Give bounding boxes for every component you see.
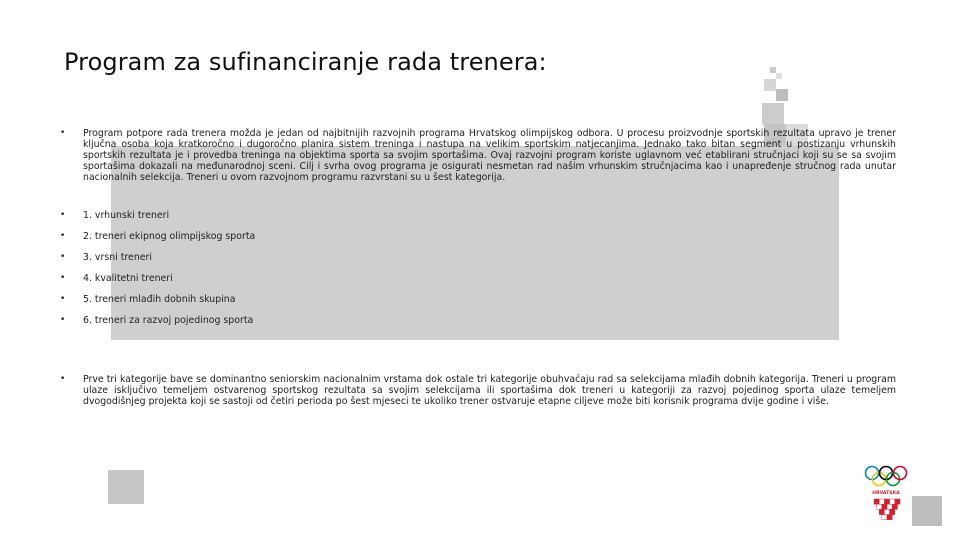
category-label: 2. treneri ekipnog olimpijskog sporta bbox=[83, 231, 256, 242]
intro-paragraph bbox=[60, 128, 896, 183]
checker-square bbox=[877, 504, 882, 509]
intro-text: Program potpore rada trenera možda je jedan od najbitnijih razvojnih programa Hrvatskog olimpijskog odbora. U procesu proizvodnje sportskih rezultata upravo je trener ključna osoba koja kratkoročno i dugoročno planira sistem treninga i nastupa na velikim sportskim natjecanjima. Jednako tako bitan segment u postizanju vrhunskih sportskih rezultata je i provedba treninga na objektima sporta sa svojim sportašima. Ovaj razvojni program koriste uglavnom već etablirani stručnjaci koji su se sa svojim sportašima dokazali na međunarodnoj sceni. Cilj i svrha ovog programa je osigurati nesmetan rad našim vrhunskim stručnjacima kao i unapređenje stručnog rada unutar nacionalnih selekcija. Treneri u ovom razvojnom programu razvrstani su u šest kategorija. bbox=[83, 128, 896, 183]
category-item bbox=[60, 315, 896, 326]
category-item bbox=[60, 231, 896, 242]
category-label: 4. kvalitetni treneri bbox=[83, 273, 173, 284]
slide-content bbox=[60, 128, 896, 407]
checker-square bbox=[892, 504, 897, 509]
decor-square-bottom-1 bbox=[108, 470, 144, 504]
category-item bbox=[60, 294, 896, 305]
checker-square bbox=[887, 515, 892, 520]
decor-square-small-1 bbox=[764, 79, 776, 91]
category-item bbox=[60, 273, 896, 284]
closing-paragraph bbox=[60, 374, 896, 407]
olympic-rings-icon bbox=[862, 463, 912, 529]
decor-square-medium-1 bbox=[762, 103, 784, 125]
checker-square bbox=[882, 504, 887, 509]
closing-text: Prve tri kategorije bave se dominantno seniorskim nacionalnim vrstama dok ostale tri kategorije obuhvaćaju rad sa selekcijama mlađih dobnih kategorija. Treneri u program ulaze isključivo temeljem ostvarenog sportskog rezultata sa svojim selekcijama ili sportašima dok treneri u kategoriji za razvoj pojedinog sporta ulaze temeljem dvogodišnjeg projekta koji se sastoji od četiri perioda po šest mjeseci te ukoliko trener ostvaruje etapne ciljeve može biti korisnik programa dvije godine i više. bbox=[83, 374, 896, 407]
checker-square bbox=[895, 499, 900, 504]
checker-square bbox=[874, 499, 879, 504]
bullet: • bbox=[60, 273, 66, 283]
checker-square bbox=[879, 509, 884, 514]
croatian-checkerboard-icon bbox=[874, 499, 900, 520]
checker-square bbox=[890, 499, 895, 504]
category-item bbox=[60, 210, 896, 221]
checker-square bbox=[887, 504, 892, 509]
bullet: • bbox=[60, 374, 66, 384]
bullet: • bbox=[60, 252, 66, 262]
decor-square-bottom-2 bbox=[912, 496, 942, 526]
bullet: • bbox=[60, 210, 66, 220]
hoo-logo bbox=[862, 463, 912, 529]
category-item bbox=[60, 252, 896, 263]
checker-square bbox=[882, 515, 887, 520]
bullet: • bbox=[60, 294, 66, 304]
checker-square bbox=[884, 509, 889, 514]
checker-square bbox=[884, 499, 889, 504]
category-label: 5. treneri mlađih dobnih skupina bbox=[83, 294, 236, 305]
category-label: 1. vrhunski treneri bbox=[83, 210, 170, 221]
checker-square bbox=[890, 509, 895, 514]
category-label: 6. treneri za razvoj pojedinog sporta bbox=[83, 315, 254, 326]
slide-title: Program za sufinanciranje rada trenera: bbox=[64, 48, 547, 76]
bullet: • bbox=[60, 315, 66, 325]
bullet: • bbox=[60, 128, 66, 138]
bullet: • bbox=[60, 231, 66, 241]
category-label: 3. vrsni treneri bbox=[83, 252, 152, 263]
logo-wordmark: HRVATSKA bbox=[872, 491, 900, 496]
decor-square-small-2 bbox=[776, 89, 788, 101]
checker-square bbox=[879, 499, 884, 504]
decor-square-tiny-2 bbox=[776, 73, 782, 79]
